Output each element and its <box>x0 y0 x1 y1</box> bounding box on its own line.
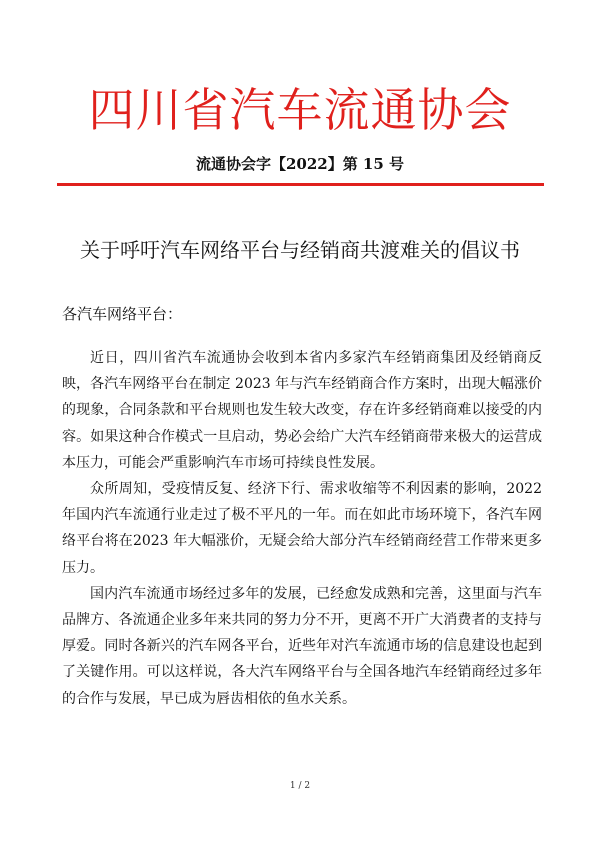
letterhead-organization-title: 四川省汽车流通协会 <box>88 83 512 137</box>
salutation: 各汽车网络平台： <box>62 305 183 323</box>
body-paragraph-3: 国内汽车流通市场经过多年的发展，已经愈发成熟和完善，这里面与汽车品牌方、各流通企业多年来共同的努力分不开，更离不开广大消费者的支持与厚爱。同时各新兴的汽车网各平台，近些年对汽车流通市场的信息建设也起到了关键作用。可以这样说，各大汽车网络平台与全国各地汽车经销商经过多年的合作与发展，早已成为唇齿相依的鱼水关系。 <box>62 585 542 707</box>
document-body <box>62 345 542 712</box>
letterhead-red-rule <box>57 183 544 186</box>
document-title: 关于呼吁汽车网络平台与经销商共渡难关的倡议书 <box>80 238 520 262</box>
body-paragraph-1: 近日，四川省汽车流通协会收到本省内多家汽车经销商集团及经销商反映，各汽车网络平台在制定 2023 年与汽车经销商合作方案时，出现大幅涨价的现象，合同条款和平台规则也发生较大改变，存在许多经销商难以接受的内容。如果这种合作模式一旦启动，势必会给广大汽车经销商带来极大的运营成本压力，可能会严重影响汽车市场可持续良性发展。 <box>62 350 542 471</box>
page-number: 1 / 2 <box>289 781 311 791</box>
body-paragraph-2: 众所周知，受疫情反复、经济下行、需求收缩等不利因素的影响，2022 年国内汽车流通行业走过了极不平凡的一年。而在如此市场环境下，各汽车网络平台将在2023 年大幅涨价，无疑会给大部分汽车经销商经营工作带来更多压力。 <box>62 481 542 576</box>
document-number: 流通协会字【2022】第 15 号 <box>195 155 405 173</box>
